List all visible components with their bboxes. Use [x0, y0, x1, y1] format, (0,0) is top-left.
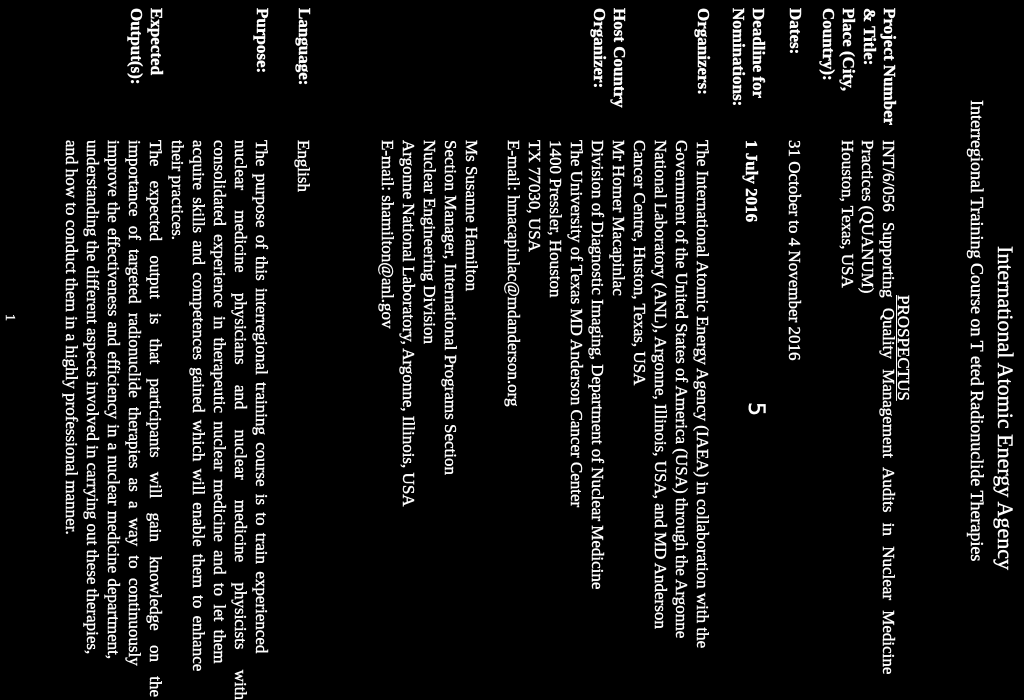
- course-title: Interregional Training Course on T eted Radionuclide Therapies: [967, 100, 987, 562]
- page-number: 1: [2, 314, 17, 321]
- expected-value: The expected output is that participants will gain knowledge on the importance of targeted radionuclide therapies as a way to continuously improve the effectiveness and efficiency in a nuclear medicine department, understanding the different aspects involved in carrying out these therapies, and how to conduct them in a highly professional manner.: [62, 140, 165, 697]
- organization-name: International Atomic Energy Agency: [993, 246, 1018, 571]
- dates-label: Dates:: [786, 8, 805, 55]
- expected-label: Expected Output(s):: [127, 8, 166, 85]
- project-value: INT/6/056 Supporting Quality Management Audits in Nuclear Medicine Practices (QUANUM): [858, 140, 898, 675]
- organizers-label: Organizers:: [694, 8, 713, 95]
- purpose-label: Purpose:: [253, 8, 272, 74]
- host-value: Mr Homer Macapinlac Division of Diagnostic Imaging, Department of Nuclear Medicine The University of Texas MD Anderson Cancer Center 1400 Pressler, Houston TX 77030, USA E-mail: hmacapinlac@mdanderson.org Ms Susanne Hamilton Section Manager, International Programs Section Nuclear Engineering Division Argonne National Laboratory, Argonne, Illinois, USA E-mail: shamilton@anl.gov: [378, 140, 628, 590]
- project-label: Project Number & Title:: [860, 8, 899, 126]
- language-value: English: [294, 140, 313, 192]
- place-label: Place (City, Country):: [819, 8, 858, 92]
- place-value: Houston, Texas, USA: [838, 140, 857, 288]
- dates-value: 31 October to 4 November 2016: [785, 140, 804, 361]
- prospectus-heading: PROSPECTUS: [894, 295, 913, 401]
- organizers-value: The International Atomic Energy Agency (IAEA) in collaboration with the Government of the United States of America (USA) through the Argonne National Laboratory (ANL), Argonne, Illinois, USA, and MD Anderson Cancer Centre, Huston, Texas, USA: [630, 140, 712, 649]
- host-label: Host Country Organizer:: [590, 8, 629, 108]
- purpose-value: The purpose of this interregional training course is to train experienced nuclear medicine physicians and nuclear medicine physicists with consolidated experience in therapeutic nuclear medicine and to let them acquire skills and competences gained which will enable them to enhance their practices.: [168, 140, 271, 700]
- language-label: Language:: [295, 8, 314, 86]
- deadline-label: Deadline for Nominations:: [729, 8, 768, 107]
- deadline-value: 1 July 2016: [742, 140, 761, 223]
- handwritten-correction: 5: [743, 402, 768, 416]
